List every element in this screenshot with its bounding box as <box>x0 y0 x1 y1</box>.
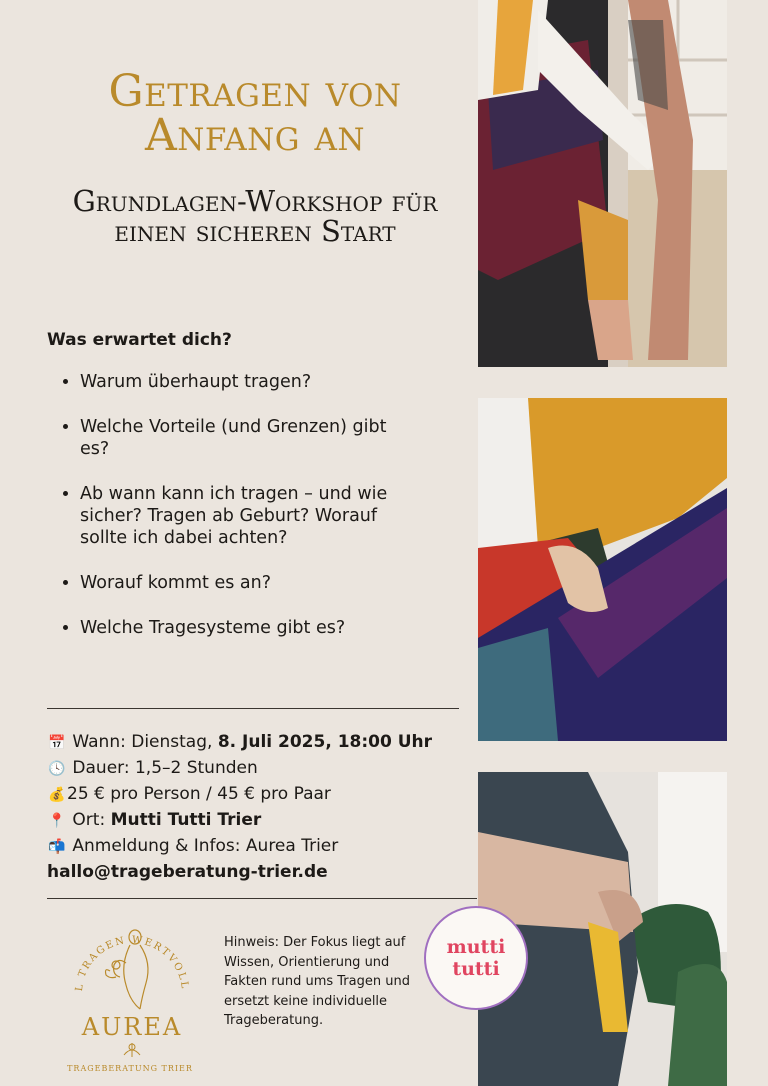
when-row <box>47 730 467 756</box>
divider <box>47 898 477 899</box>
aurea-arc-text: L TRAGEN WERTVOLL <box>73 934 191 992</box>
place-row <box>47 808 467 834</box>
mutti-line2: tutti <box>452 958 500 980</box>
photo-carrying-baby <box>478 0 727 367</box>
divider <box>47 708 459 709</box>
mutti-tutti-logo <box>424 906 528 1010</box>
when-value: 8. Juli 2025, 18:00 Uhr <box>217 732 433 752</box>
page-subtitle: Grundlagen-Workshop für einen sicheren Start <box>72 184 438 248</box>
money-bag-icon: 💰 <box>48 787 66 803</box>
note-text: Hinweis: Der Fokus liegt auf Wissen, Orientierung und Fakten rund ums Tragen und ersetzt keine individuelle Trageberatung. <box>224 935 410 1028</box>
mutti-line1: mutti <box>446 936 506 958</box>
clock-icon: 🕓 <box>48 761 66 777</box>
email-link[interactable]: hallo@trageberatung-trier.de <box>47 862 328 882</box>
list-item: • Welche Vorteile (und Grenzen) gibt es? <box>80 416 400 460</box>
pin-icon: 📍 <box>48 813 66 829</box>
place-label: Ort: <box>72 810 111 830</box>
event-details <box>47 730 467 885</box>
duration-text: Dauer: 1,5–2 Stunden <box>72 758 258 778</box>
aurea-name: AUREA <box>81 1013 183 1041</box>
contact-row <box>47 834 467 860</box>
place-value: Mutti Tutti Trier <box>110 810 262 830</box>
calendar-icon: 📅 <box>48 735 66 751</box>
aurea-logo <box>60 905 200 1075</box>
list-item: • Worauf kommt es an? <box>80 572 400 594</box>
duration-row <box>47 756 467 782</box>
list-item: • Welche Tragesysteme gibt es? <box>80 617 400 639</box>
mailbox-icon: 📬 <box>48 839 66 855</box>
contact-text: Anmeldung & Infos: Aurea Trier <box>72 836 339 856</box>
price-row <box>47 782 467 808</box>
price-text: 25 € pro Person / 45 € pro Paar <box>67 784 331 804</box>
when-label: Wann: Dienstag, <box>72 732 218 752</box>
photo-wrap-fabric <box>478 398 727 741</box>
agenda-heading: Was erwartet dich? <box>47 330 232 350</box>
agenda-list <box>58 371 400 662</box>
list-item: • Ab wann kann ich tragen – und wie sicher? Tragen ab Geburt? Worauf sollte ich dabei achten? <box>80 483 400 549</box>
page-title: Getragen von Anfang an <box>108 66 402 161</box>
leaf-icon <box>124 1043 140 1057</box>
aurea-tagline: TRAGEBERATUNG TRIER <box>67 1064 193 1073</box>
list-item: • Warum überhaupt tragen? <box>80 371 400 393</box>
